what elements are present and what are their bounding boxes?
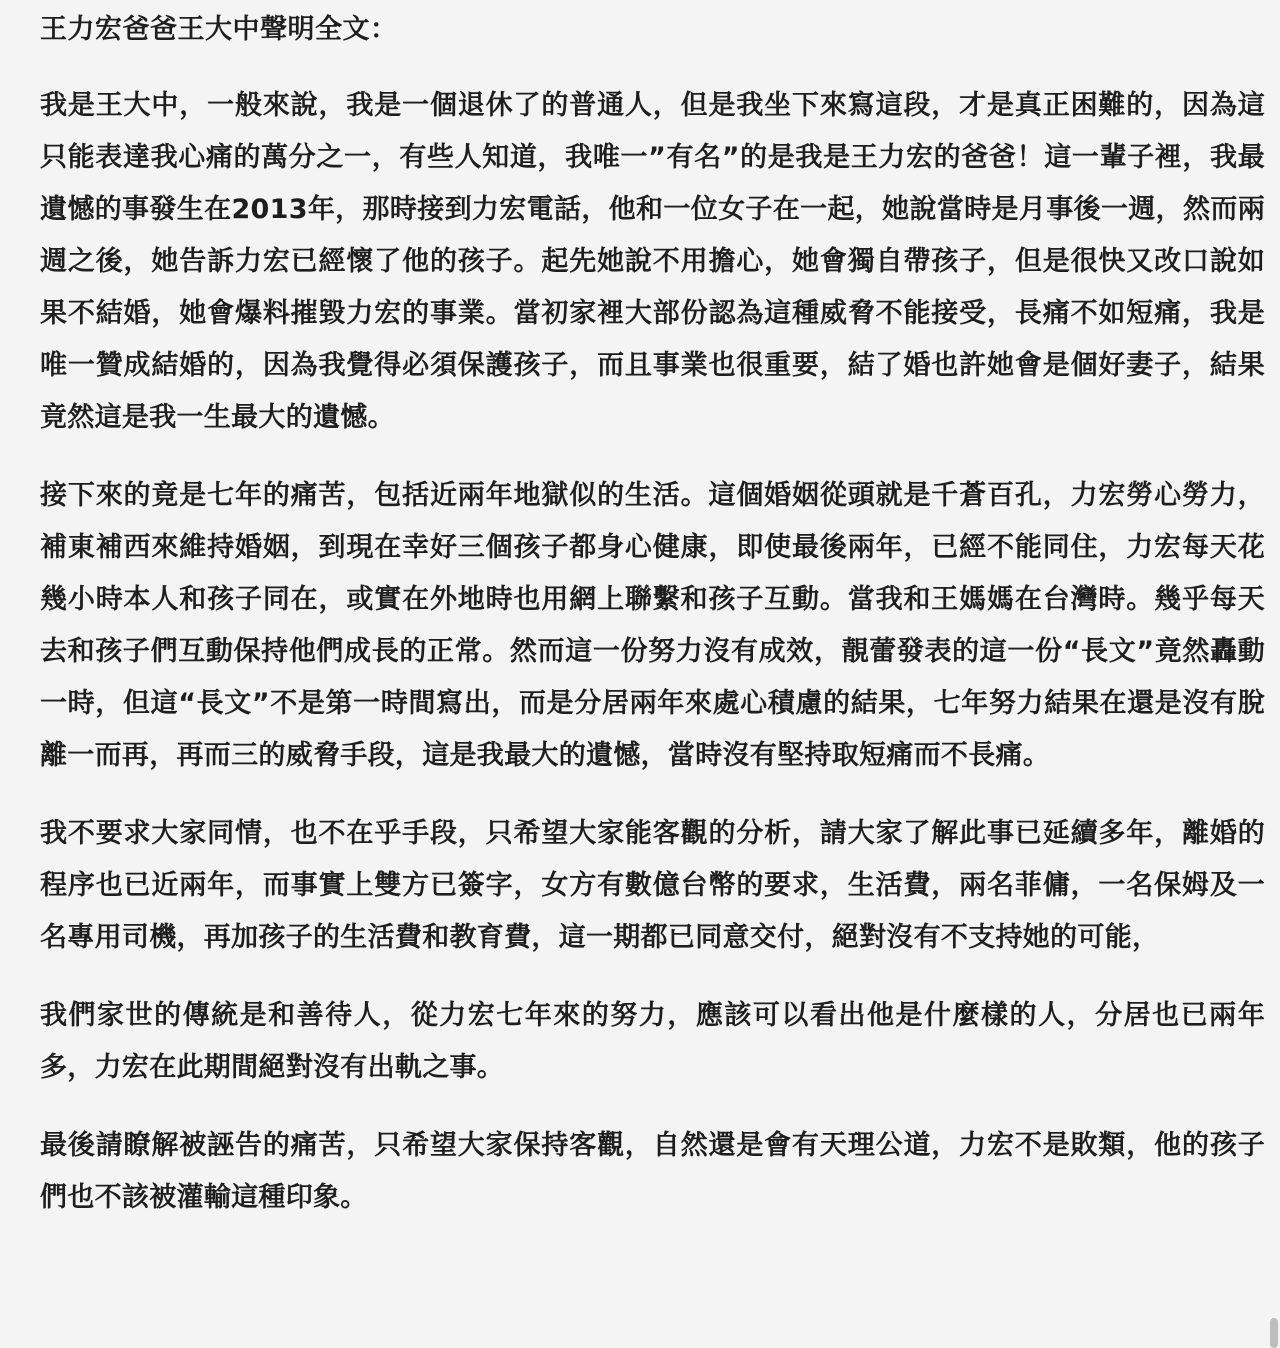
paragraph-2: 接下來的竟是七年的痛苦，包括近兩年地獄似的生活。這個婚姻從頭就是千蒼百孔，力宏勞心勞力，補東補西來維持婚姻，到現在幸好三個孩子都身心健康，即使最後兩年，已經不能同住，力宏每天花幾小時本人和孩子同在，或實在外地時也用網上聯繫和孩子互動。當我和王媽媽在台灣時。幾乎每天去和孩子們互動保持他們成長的正常。然而這一份努力沒有成效，靚蕾發表的這一份“長文”竟然轟動一時，但這“長文”不是第一時間寫出，而是分居兩年來處心積慮的結果，七年努力結果在還是沒有脫離一而再，再而三的威脅手段，這是我最大的遺憾，當時沒有堅持取短痛而不長痛。 <box>40 480 1265 771</box>
paragraph-4: 我們家世的傳統是和善待人，從力宏七年來的努力，應該可以看出他是什麼樣的人，分居也已兩年多，力宏在此期間絕對沒有出軌之事。 <box>40 1000 1265 1083</box>
document-title: 王力宏爸爸王大中聲明全文： <box>40 14 398 45</box>
paragraph-1: 我是王大中，一般來說，我是一個退休了的普通人，但是我坐下來寫這段，才是真正困難的，因為這只能表達我心痛的萬分之一，有些人知道，我唯一”有名”的是我是王力宏的爸爸！這一輩子裡，我最遺憾的事發生在2013年，那時接到力宏電話，他和一位女子在一起，她說當時是月事後一週，然而兩週之後，她告訴力宏已經懷了他的孩子。起先她說不用擔心，她會獨自帶孩子，但是很快又改口說如果不結婚，她會爆料摧毀力宏的事業。當初家裡大部份認為這種威脅不能接受，長痛不如短痛，我是唯一贊成結婚的，因為我覺得必須保護孩子，而且事業也很重要，結了婚也許她會是個好妻子，結果竟然這是我一生最大的遺憾。 <box>40 90 1265 433</box>
scrollbar-thumb[interactable] <box>1270 1318 1278 1348</box>
statement-document <box>40 0 1265 1224</box>
paragraph-5: 最後請瞭解被誣告的痛苦，只希望大家保持客觀，自然還是會有天理公道，力宏不是敗類，他的孩子們也不該被灌輸這種印象。 <box>40 1130 1265 1213</box>
paragraph-3: 我不要求大家同情，也不在乎手段，只希望大家能客觀的分析，請大家了解此事已延續多年，離婚的程序也已近兩年，而事實上雙方已簽字，女方有數億台幣的要求，生活費，兩名菲傭，一名保姆及一名專用司機，再加孩子的生活費和教育費，這一期都已同意交付，絕對沒有不支持她的可能， <box>40 818 1265 953</box>
